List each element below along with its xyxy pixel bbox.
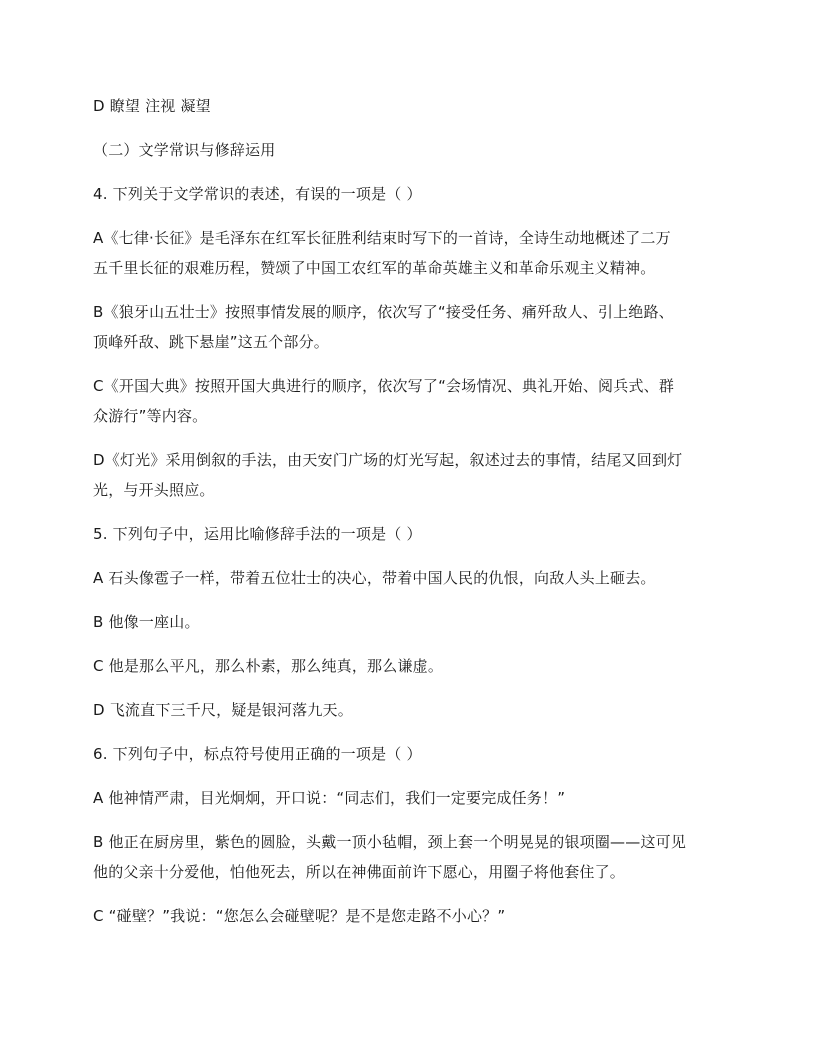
section-heading xyxy=(93,136,733,164)
text-line: D 瞭望 注视 凝望 xyxy=(93,97,211,115)
text-line: B 他像一座山。 xyxy=(93,613,200,631)
q5-option-c xyxy=(93,652,733,680)
text-line: C “碰壁？”我说：“您怎么会碰壁呢？是不是您走路不小心？” xyxy=(93,907,506,925)
option-d-previous xyxy=(93,92,733,120)
text-line: C 他是那么平凡，那么朴素，那么纯真，那么谦虚。 xyxy=(93,657,444,675)
text-line: A 他神情严肃，目光炯炯，开口说：“同志们，我们一定要完成任务！” xyxy=(93,789,566,807)
text-line: A 石头像雹子一样，带着五位壮士的决心，带着中国人民的仇恨，向敌人头上砸去。 xyxy=(93,569,656,587)
q5-option-d xyxy=(93,696,733,724)
question-stem: 5. 下列句子中，运用比喻修辞手法的一项是（ ） xyxy=(93,525,422,543)
q4-option-a xyxy=(93,224,733,282)
text-line: 五千里长征的艰难历程，赞颂了中国工农红军的革命英雄主义和革命乐观主义精神。 xyxy=(93,259,656,277)
question-stem: 4. 下列关于文学常识的表述，有误的一项是（ ） xyxy=(93,185,422,203)
question-5 xyxy=(93,520,733,548)
document-body xyxy=(93,92,733,946)
text-line: 顶峰歼敌、跳下悬崖”这五个部分。 xyxy=(93,333,329,351)
q5-option-b xyxy=(93,608,733,636)
text-line: C《开国大典》按照开国大典进行的顺序，依次写了“会场情况、典礼开始、阅兵式、群 xyxy=(93,377,675,395)
text-line: 众游行”等内容。 xyxy=(93,407,208,425)
text-line: B 他正在厨房里，紫色的圆脸，头戴一顶小毡帽，颈上套一个明晃晃的银项圈——这可见 xyxy=(93,833,687,851)
section-title: （二）文学常识与修辞运用 xyxy=(93,141,276,159)
q6-option-b xyxy=(93,828,733,886)
question-4 xyxy=(93,180,733,208)
text-line: 光，与开头照应。 xyxy=(93,481,215,499)
text-line: 他的父亲十分爱他，怕他死去，所以在神佛面前许下愿心，用圈子将他套住了。 xyxy=(93,863,626,881)
q4-option-d xyxy=(93,446,733,504)
text-line: A《七律·长征》是毛泽东在红军长征胜利结束时写下的一首诗，全诗生动地概述了二万 xyxy=(93,229,671,247)
question-6 xyxy=(93,740,733,768)
q6-option-a xyxy=(93,784,733,812)
q4-option-c xyxy=(93,372,733,430)
q4-option-b xyxy=(93,298,733,356)
q6-option-c xyxy=(93,902,733,930)
text-line: B《狼牙山五壮士》按照事情发展的顺序，依次写了“接受任务、痛歼敌人、引上绝路、 xyxy=(93,303,674,321)
question-stem: 6. 下列句子中，标点符号使用正确的一项是（ ） xyxy=(93,745,422,763)
text-line: D《灯光》采用倒叙的手法，由天安门广场的灯光写起，叙述过去的事情，结尾又回到灯 xyxy=(93,451,683,469)
text-line: D 飞流直下三千尺，疑是银河落九天。 xyxy=(93,701,353,719)
q5-option-a xyxy=(93,564,733,592)
